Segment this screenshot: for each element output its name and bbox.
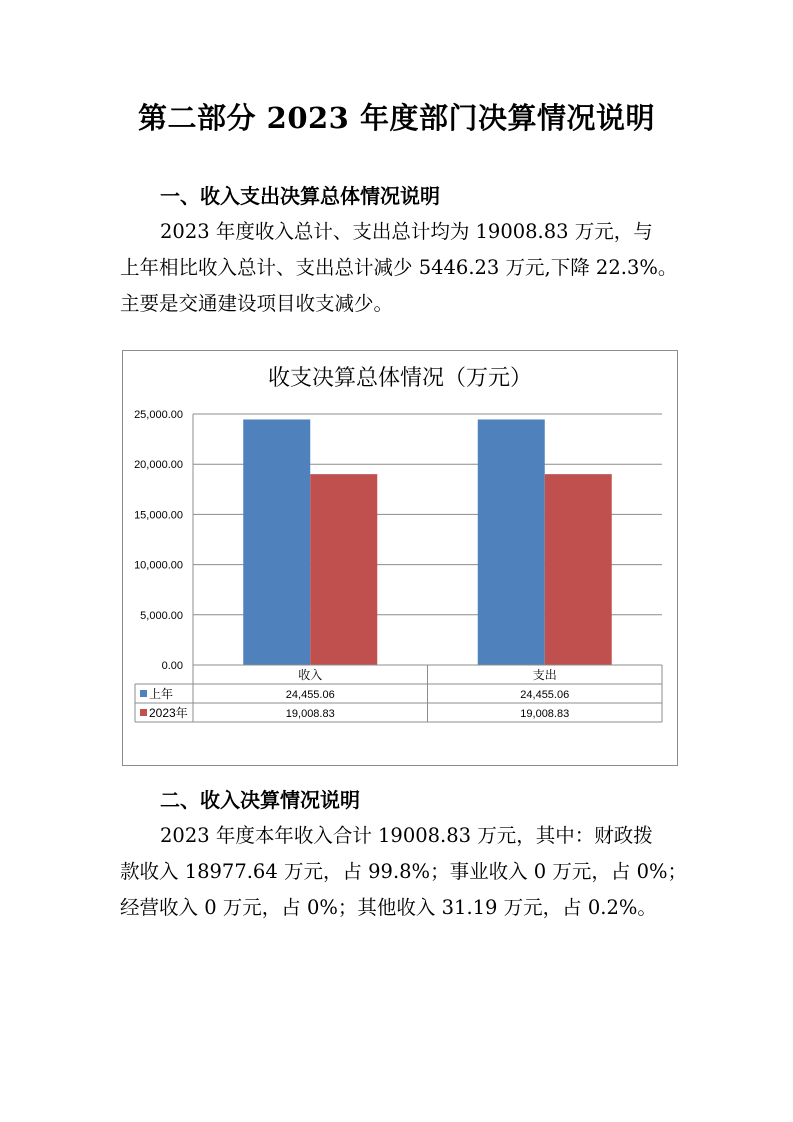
section2-paragraph [120,818,688,926]
data-label: 24,455.06 [520,689,570,701]
y-tick-label: 0.00 [161,660,183,672]
y-tick-label: 5,000.00 [140,609,183,622]
section1-line-1: 2023 年度收入总计、支出总计均为 19008.83 万元，与 [160,220,653,243]
y-tick-label: 15,000.00 [134,509,183,522]
data-label: 19,008.83 [520,708,570,720]
y-tick-label: 10,000.00 [134,559,183,572]
chart-title: 收支决算总体情况（万元） [267,366,532,391]
section1-line-3: 主要是交通建设项目收支减少。 [120,292,394,315]
legend-swatch [140,709,147,716]
section2-heading: 二、收入决算情况说明 [160,788,360,812]
section1-line-2: 上年相比收入总计、支出总计减少 5446.23 万元,下降 22.3%。 [120,256,678,279]
bar-last-year [243,419,310,665]
category-label: 收入 [298,668,323,682]
y-tick-label: 25,000.00 [134,409,183,421]
page-title: 第二部分 2023 年度部门决算情况说明 [138,101,655,135]
data-label: 19,008.83 [285,708,335,720]
bar-chart [123,351,677,765]
chart-container [122,350,678,766]
legend-entry: 2023年 [149,706,188,720]
y-tick-label: 20,000.00 [134,459,183,472]
bar-year-2023 [545,474,612,665]
data-label: 24,455.06 [285,689,335,701]
section2-line-3: 经营收入 0 万元，占 0%；其他收入 31.19 万元，占 0.2%。 [120,896,657,919]
section2-line-2: 款收入 18977.64 万元，占 99.8%；事业收入 0 万元，占 0%； [120,860,688,883]
bar-last-year [478,419,545,665]
legend-swatch [140,690,147,697]
section1-heading: 一、收入支出决算总体情况说明 [160,184,440,208]
section2-line-1: 2023 年度本年收入合计 19008.83 万元，其中：财政拨 [160,824,653,847]
legend-entry: 上年 [149,687,174,701]
bar-year-2023 [310,474,377,665]
category-label: 支出 [532,668,557,682]
section1-paragraph [120,214,680,322]
